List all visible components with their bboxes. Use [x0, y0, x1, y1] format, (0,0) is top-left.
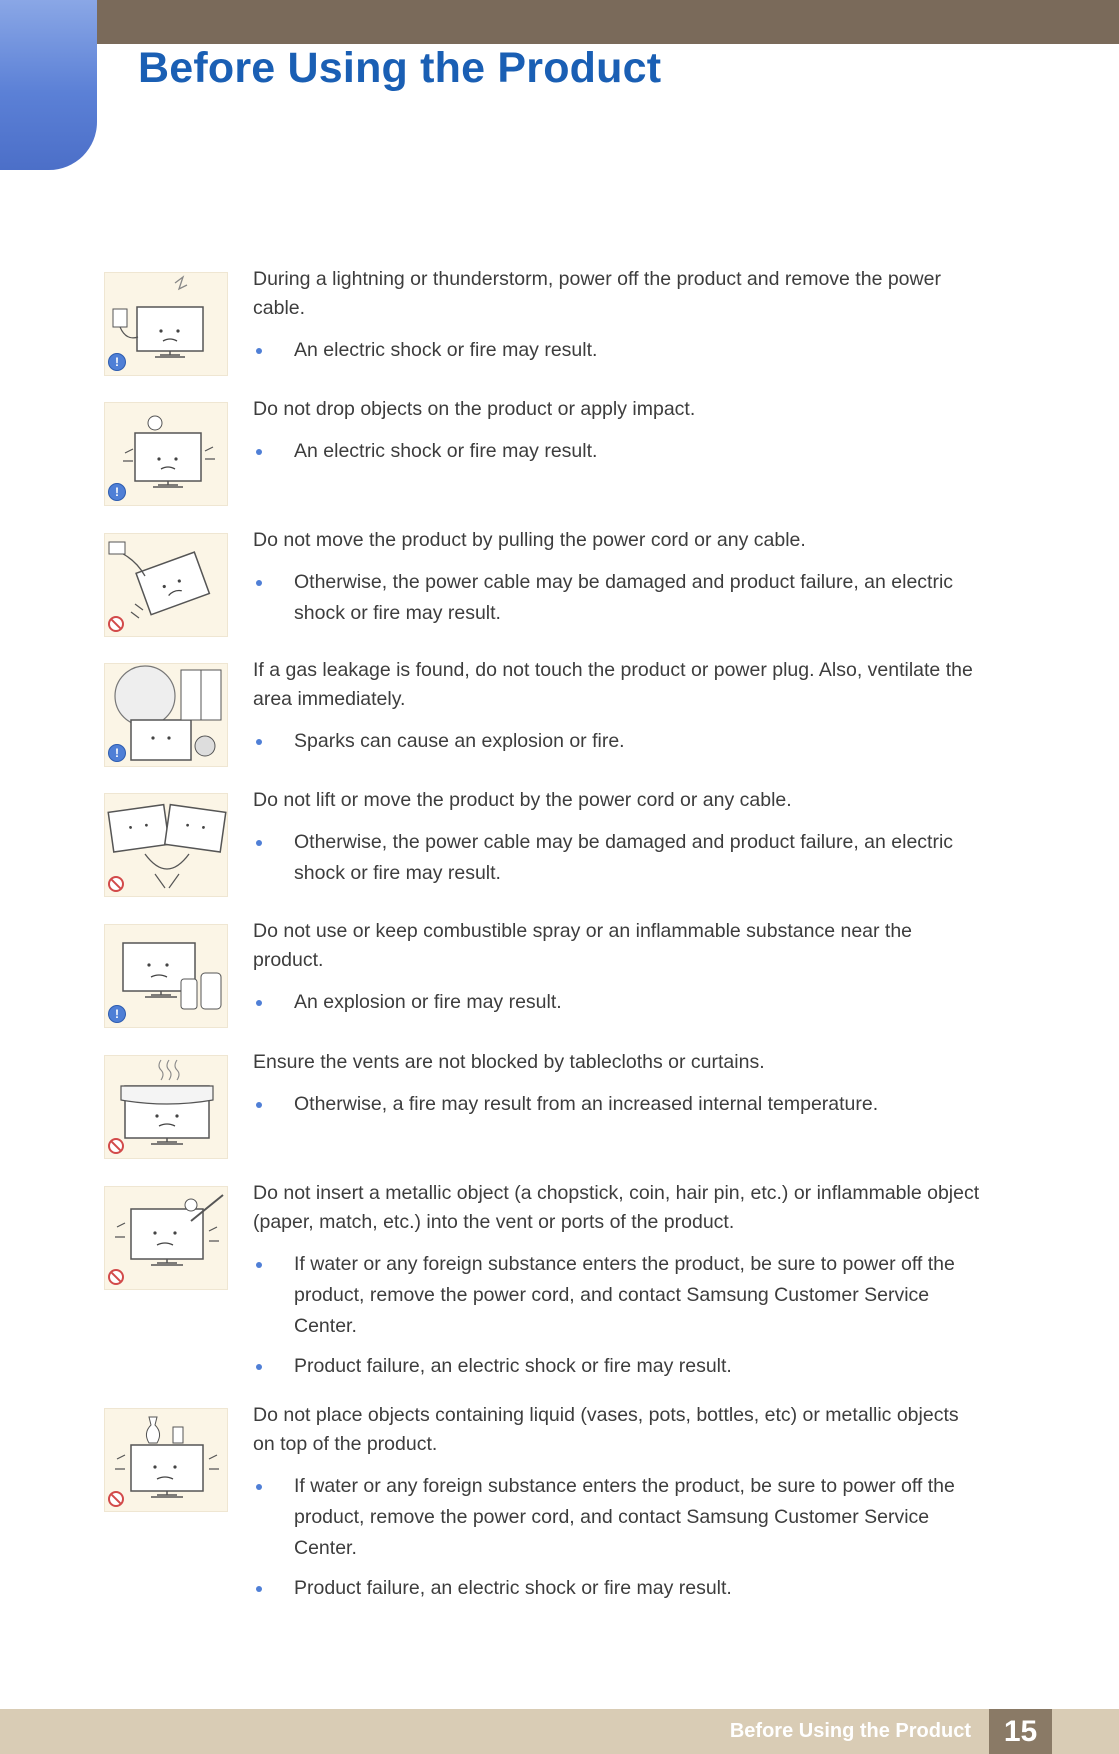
bullet-item: Otherwise, the power cable may be damaged and product failure, an electric shock or fire may result. — [253, 827, 983, 889]
item-text: During a lightning or thunderstorm, power off the product and remove the power cable. — [253, 268, 941, 319]
item-text: Do not use or keep combustible spray or an inflammable substance near the product. — [253, 920, 913, 971]
item-text: Do not insert a metallic object (a chopstick, coin, hair pin, etc.) or inflammable object (paper, match, etc.) into the vent or ports of the product. — [253, 1182, 980, 1233]
footer-bar — [0, 1709, 1119, 1754]
bullet-item: Otherwise, a fire may result from an increased internal temperature. — [253, 1089, 983, 1120]
item-text: Do not lift or move the product by the power cord or any cable. — [253, 789, 792, 811]
page-number: 15 — [989, 1709, 1052, 1754]
item-text: If a gas leakage is found, do not touch the product or power plug. Also, ventilate the area immediately. — [253, 659, 973, 710]
caution-icon: ! — [108, 744, 126, 762]
footer-chapter-label: Before Using the Product — [729, 1720, 971, 1742]
monitor-illustration — [104, 924, 228, 1028]
bullet-item: Sparks can cause an explosion or fire. — [253, 726, 983, 757]
prohibition-icon — [108, 1138, 124, 1154]
bullet-item: An electric shock or fire may result. — [253, 436, 983, 467]
item-text: Do not place objects containing liquid (vases, pots, bottles, etc) or metallic objects on top of the product. — [253, 1404, 959, 1455]
caution-icon: ! — [108, 353, 126, 371]
monitor-illustration — [104, 663, 228, 767]
monitor-illustration — [104, 533, 228, 637]
monitor-illustration — [104, 1186, 228, 1290]
bullet-item: Product failure, an electric shock or fire may result. — [253, 1573, 983, 1604]
prohibition-icon — [108, 1269, 124, 1285]
monitor-illustration — [104, 272, 228, 376]
bullet-item: An explosion or fire may result. — [253, 987, 983, 1018]
monitor-illustration — [104, 1408, 228, 1512]
bullet-item: Otherwise, the power cable may be damaged and product failure, an electric shock or fire may result. — [253, 567, 983, 629]
prohibition-icon — [108, 1491, 124, 1507]
bullet-item: Product failure, an electric shock or fire may result. — [253, 1351, 983, 1382]
chapter-tab — [0, 0, 97, 170]
monitor-illustration — [104, 793, 228, 897]
monitor-illustration — [104, 1055, 228, 1159]
caution-icon: ! — [108, 1005, 126, 1023]
bullet-item: If water or any foreign substance enters the product, be sure to power off the product, remove the power cord, and contact Samsung Customer Service Center. — [253, 1471, 983, 1564]
bullet-item: If water or any foreign substance enters the product, be sure to power off the product, remove the power cord, and contact Samsung Customer Service Center. — [253, 1249, 983, 1342]
caution-icon: ! — [108, 483, 126, 501]
monitor-illustration — [104, 402, 228, 506]
item-text: Do not drop objects on the product or apply impact. — [253, 398, 696, 420]
header-bar — [0, 0, 1119, 44]
prohibition-icon — [108, 876, 124, 892]
item-text: Do not move the product by pulling the power cord or any cable. — [253, 529, 806, 551]
prohibition-icon — [108, 616, 124, 632]
page-title: Before Using the Product — [138, 44, 662, 92]
item-text: Ensure the vents are not blocked by tablecloths or curtains. — [253, 1051, 765, 1073]
bullet-item: An electric shock or fire may result. — [253, 335, 983, 366]
